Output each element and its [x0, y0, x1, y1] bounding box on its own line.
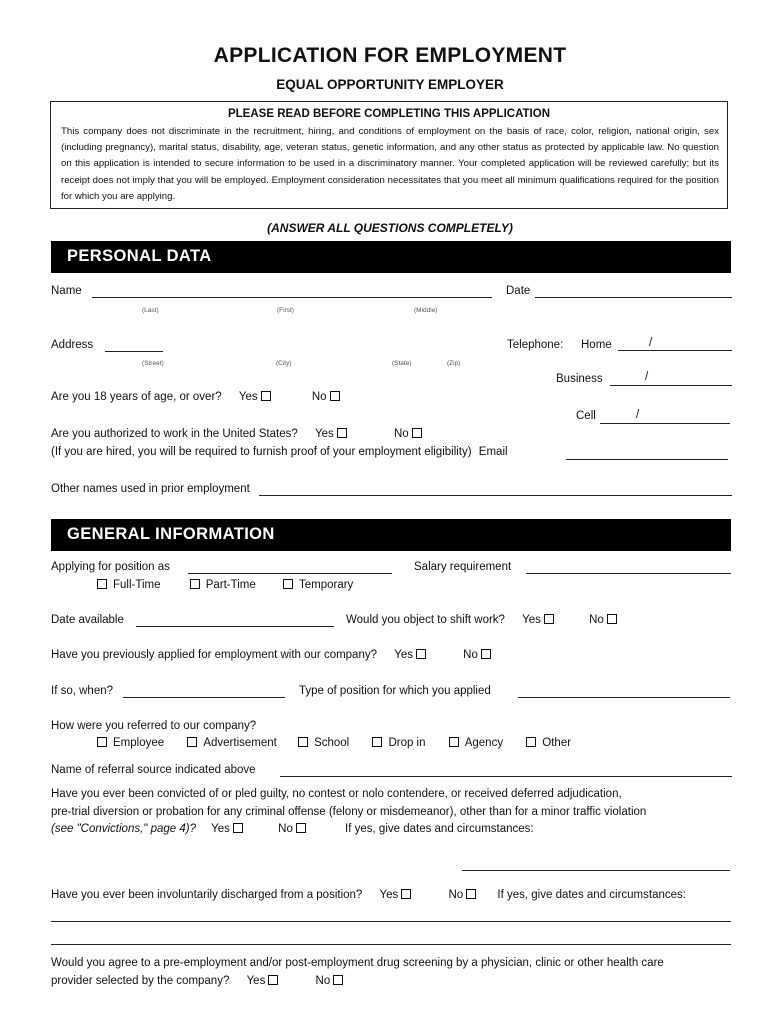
ref-advertisement-label: Advertisement: [203, 737, 277, 749]
age-question-text: Are you 18 years of age, or over?: [51, 391, 222, 403]
convicted-question-line3: [51, 823, 534, 835]
drug-no-checkbox[interactable]: [333, 975, 343, 985]
personal-data-header: [51, 241, 731, 273]
drug-yes-label: Yes: [246, 975, 266, 987]
convicted-if-yes-label: If yes, give dates and circumstances:: [345, 823, 534, 835]
notice-box: [50, 101, 728, 209]
type-position-field[interactable]: [518, 697, 730, 698]
convicted-details-field[interactable]: [462, 870, 730, 871]
age-question: [51, 391, 340, 403]
name-field[interactable]: [92, 297, 492, 298]
form-title: APPLICATION FOR EMPLOYMENT: [213, 44, 567, 67]
ref-agency-checkbox[interactable]: [449, 737, 459, 747]
business-phone-label: Business: [556, 373, 603, 385]
drug-question-line2: [51, 975, 343, 987]
middle-name-hint: (Middle): [414, 307, 438, 314]
discharged-details-line-2[interactable]: [51, 944, 731, 945]
previously-applied-yes-checkbox[interactable]: [416, 649, 426, 659]
discharged-details-line-1[interactable]: [51, 921, 731, 922]
age-yes-checkbox[interactable]: [261, 391, 271, 401]
drug-yes-checkbox[interactable]: [268, 975, 278, 985]
shift-question-text: Would you object to shift work?: [346, 614, 505, 626]
temporary-label: Temporary: [298, 579, 354, 591]
last-name-hint: (Last): [142, 307, 159, 314]
previously-applied-question: [51, 649, 491, 661]
authorized-question-text: Are you authorized to work in the United States?: [51, 428, 298, 440]
street-hint: (Street): [142, 360, 164, 367]
referral-options: [97, 737, 571, 749]
name-label: Name: [51, 285, 82, 297]
proof-note-text: (If you are hired, you will be required to furnish proof of your employment eligibility): [51, 446, 472, 458]
state-hint: (State): [392, 360, 412, 367]
cell-phone-field[interactable]: [600, 423, 730, 424]
age-no-label: No: [311, 391, 327, 403]
convicted-no-checkbox[interactable]: [296, 823, 306, 833]
type-position-label: Type of position for which you applied: [299, 685, 491, 697]
convicted-yes-label: Yes: [211, 823, 230, 835]
ref-other-label: Other: [542, 737, 572, 749]
convicted-yes-checkbox[interactable]: [233, 823, 243, 833]
drug-no-label: No: [315, 975, 331, 987]
first-name-hint: (First): [277, 307, 294, 314]
cell-phone-slash: /: [636, 409, 640, 421]
notice-heading: PLEASE READ BEFORE COMPLETING THIS APPLICATION: [227, 108, 551, 120]
drug-question-line1: Would you agree to a pre-employment and/or post-employment drug screening by a physician, clinic or other health care: [51, 957, 664, 969]
referral-source-label: Name of referral source indicated above: [51, 764, 256, 776]
date-field[interactable]: [535, 297, 732, 298]
convicted-question-line2: pre-trial diversion or probation for any criminal offense (felony or misdemeanor), other than for a minor traffic violation: [51, 806, 647, 818]
ref-advertisement-checkbox[interactable]: [187, 737, 197, 747]
notice-body: This company does not discriminate in the recruitment, hiring, and conditions of employment on the basis of race, color, religion, national origin, sex (including pregnancy), marital status, disability, age, veteran status, genetic information, and any other status as protected by applicable law. No question on this application is intended to secure information to be used in a discriminatory manner. Your completed application will be reviewed carefully; but its receipt does not imply that you will be employed. Employment consideration necessitates that you meet all minimum qualifications required for the position for which you are applying.: [61, 126, 719, 202]
referred-question: How were you referred to our company?: [51, 720, 257, 732]
cell-phone-label: Cell: [576, 410, 596, 422]
discharged-no-checkbox[interactable]: [466, 889, 476, 899]
shift-no-label: No: [589, 614, 604, 626]
city-hint: (City): [276, 360, 292, 367]
discharged-yes-label: Yes: [379, 889, 399, 901]
ref-employee-checkbox[interactable]: [97, 737, 107, 747]
date-label: Date: [506, 285, 531, 297]
business-phone-slash: /: [645, 371, 649, 383]
full-time-label: Full-Time: [113, 579, 161, 591]
authorized-no-label: No: [393, 428, 409, 440]
previously-applied-no-label: No: [463, 649, 478, 661]
salary-field[interactable]: [526, 573, 731, 574]
authorized-yes-label: Yes: [314, 428, 334, 440]
shift-question: [346, 614, 617, 626]
ref-agency-label: Agency: [464, 737, 504, 749]
previously-applied-text: Have you previously applied for employment with our company?: [51, 649, 377, 661]
telephone-label: Telephone:: [507, 339, 564, 351]
authorized-question: [51, 428, 422, 440]
authorized-yes-checkbox[interactable]: [337, 428, 347, 438]
part-time-label: Part-Time: [205, 579, 256, 591]
age-no-checkbox[interactable]: [330, 391, 340, 401]
ref-dropin-checkbox[interactable]: [372, 737, 382, 747]
part-time-checkbox[interactable]: [190, 579, 200, 589]
zip-hint: (Zip): [447, 360, 461, 367]
home-phone-label: Home: [581, 339, 612, 351]
email-label: Email: [478, 446, 508, 458]
discharged-if-yes-label: If yes, give dates and circumstances:: [497, 889, 686, 901]
authorized-no-checkbox[interactable]: [412, 428, 422, 438]
address-label: Address: [51, 339, 94, 351]
discharged-no-label: No: [448, 889, 464, 901]
ref-other-checkbox[interactable]: [526, 737, 536, 747]
general-information-header: [51, 519, 731, 551]
email-field[interactable]: [566, 459, 728, 460]
referral-source-field[interactable]: [280, 776, 732, 777]
applying-position-label: Applying for position as: [51, 561, 170, 573]
general-information-heading: GENERAL INFORMATION: [67, 525, 275, 543]
shift-yes-checkbox[interactable]: [544, 614, 554, 624]
form-subtitle: EQUAL OPPORTUNITY EMPLOYER: [276, 77, 504, 92]
full-time-checkbox[interactable]: [97, 579, 107, 589]
if-so-when-field[interactable]: [123, 697, 285, 698]
discharged-question-text: Have you ever been involuntarily discharged from a position?: [51, 889, 363, 901]
drug-question-text: provider selected by the company?: [51, 975, 230, 987]
address-field[interactable]: [105, 351, 163, 352]
shift-yes-label: Yes: [522, 614, 541, 626]
date-available-field[interactable]: [136, 626, 334, 627]
discharged-yes-checkbox[interactable]: [401, 889, 411, 899]
ref-employee-label: Employee: [113, 737, 165, 749]
discharged-question: [51, 889, 686, 901]
previously-applied-no-checkbox[interactable]: [481, 649, 491, 659]
answer-all-instruction: (ANSWER ALL QUESTIONS COMPLETELY): [267, 221, 513, 235]
personal-data-heading: PERSONAL DATA: [67, 247, 212, 265]
convicted-question-line1: Have you ever been convicted of or pled guilty, no contest or nolo contendere, or received deferred adjudication,: [51, 788, 622, 800]
applying-position-field[interactable]: [188, 573, 392, 574]
home-phone-field[interactable]: [618, 350, 732, 351]
ref-dropin-label: Drop in: [388, 737, 426, 749]
other-names-label: Other names used in prior employment: [51, 483, 250, 495]
age-yes-label: Yes: [238, 391, 258, 403]
salary-label: Salary requirement: [414, 561, 512, 573]
ref-school-label: School: [314, 737, 350, 749]
proof-note: [51, 446, 508, 458]
employment-type-options: [97, 579, 353, 591]
shift-no-checkbox[interactable]: [607, 614, 617, 624]
temporary-checkbox[interactable]: [283, 579, 293, 589]
home-phone-slash: /: [649, 337, 653, 349]
ref-school-checkbox[interactable]: [298, 737, 308, 747]
date-available-label: Date available: [51, 614, 124, 626]
convicted-no-label: No: [278, 823, 293, 835]
business-phone-field[interactable]: [610, 385, 732, 386]
convictions-reference: (see "Convictions," page 4)?: [51, 823, 196, 835]
if-so-when-label: If so, when?: [51, 685, 114, 697]
other-names-field[interactable]: [259, 495, 732, 496]
previously-applied-yes-label: Yes: [394, 649, 413, 661]
